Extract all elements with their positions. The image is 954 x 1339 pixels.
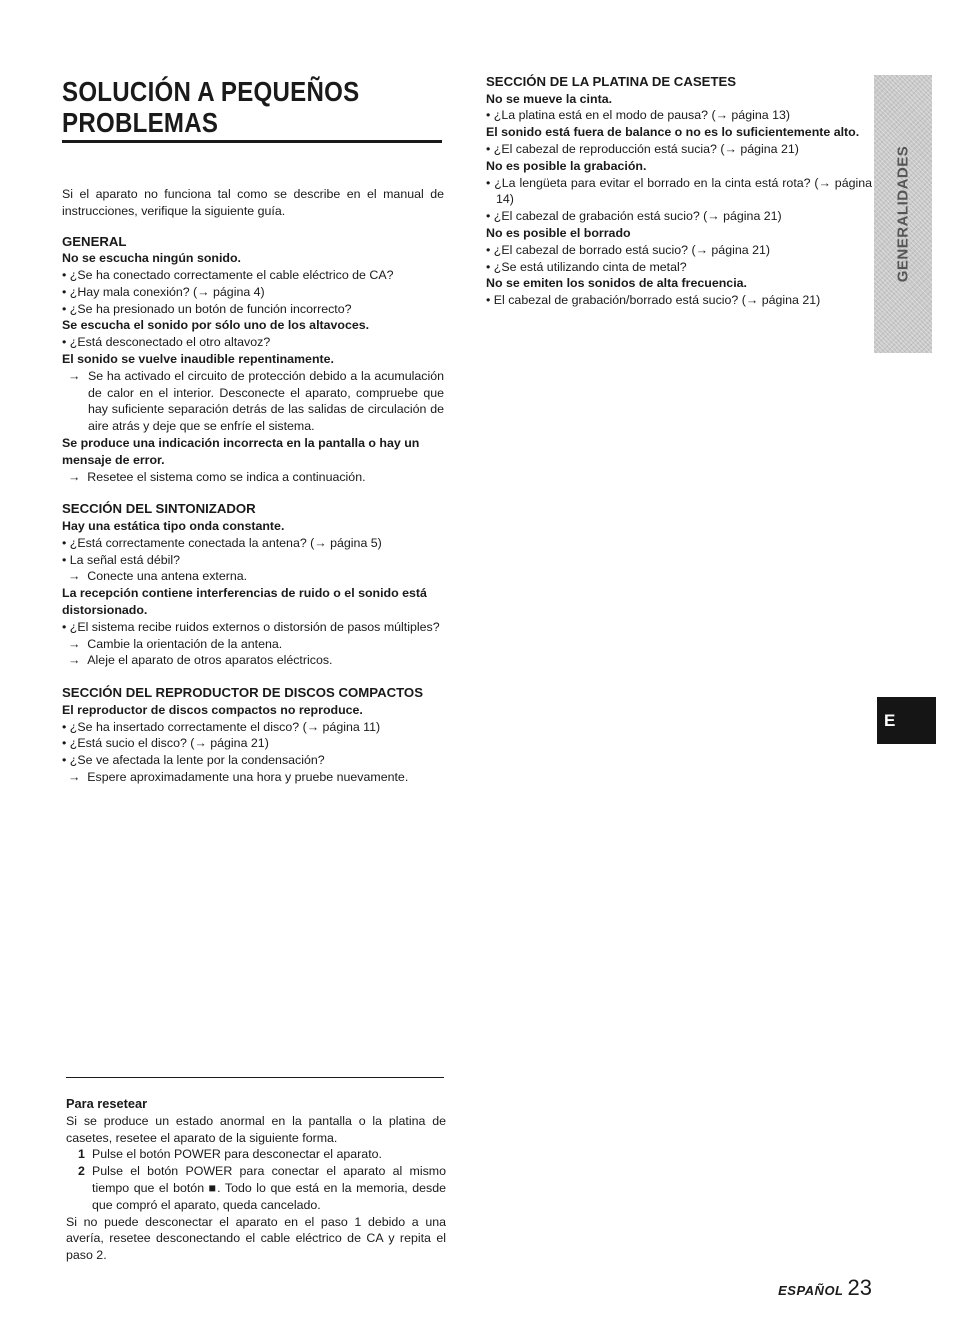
check-item: • ¿Está desconectado el otro altavoz? — [62, 334, 444, 351]
reset-section — [66, 1096, 446, 1264]
check-item: • ¿Se ve afectada la lente por la condensación? — [62, 752, 444, 769]
problem-heading: Se produce una indicación incorrecta en la pantalla o hay un mensaje de error. — [62, 435, 420, 467]
check-item: • El cabezal de grabación/borrado está sucio? (→ página 21) — [486, 292, 872, 309]
reset-intro: Si se produce un estado anormal en la pantalla o la platina de casetes, resetee el aparato de la siguiente forma. — [66, 1113, 446, 1145]
left-sections — [62, 234, 444, 786]
check-item: • ¿El cabezal de reproducción está sucia? (→ página 21) — [486, 141, 872, 158]
intro-text: Si el aparato no funciona tal como se describe en el manual de instrucciones, verifique la siguiente guía. — [62, 187, 444, 218]
problem-heading: El sonido está fuera de balance o no es lo suficientemente alto. — [486, 125, 860, 140]
problem-heading: La recepción contiene interferencias de ruido o el sonido está distorsionado. — [62, 586, 427, 617]
left-column — [62, 74, 444, 786]
check-item: • ¿La platina está en el modo de pausa? (→ página 13) — [486, 107, 872, 124]
problem-heading: El sonido se vuelve inaudible repentinamente. — [62, 351, 334, 366]
check-item: • ¿El cabezal de grabación está sucio? (→ página 21) — [486, 208, 872, 225]
problem-heading: El reproductor de discos compactos no reproduce. — [62, 702, 363, 717]
problem-heading: No se mueve la cinta. — [486, 91, 613, 106]
reset-outro: Si no puede desconectar el aparato en el paso 1 debido a una avería, resetee desconectando el cable eléctrico de CA y repita el paso 2. — [66, 1214, 446, 1263]
check-item: • ¿La lengüeta para evitar el borrado en la cinta está rota? (→ página 14) — [486, 175, 872, 209]
remedy-item: → Se ha activado el circuito de protección debido a la acumulación de calor en el interior. Desconecte el aparato, compruebe que hay suficiente separación detrás de las salidas de circulación de aire atrás y deje que se enfríe el sistema. — [62, 368, 444, 435]
footer-language: ESPAÑOL — [778, 1283, 844, 1298]
problem-heading: No es posible el borrado — [486, 225, 631, 240]
section-side-tab — [874, 75, 932, 353]
reset-step-text: Pulse el botón POWER para desconectar el aparato. — [92, 1147, 382, 1162]
language-tab-letter: E — [884, 711, 896, 730]
check-item: • La señal está débil? — [62, 552, 444, 569]
check-item: • ¿Se ha insertado correctamente el disco? (→ página 11) — [62, 719, 444, 736]
section-heading: GENERAL — [62, 233, 127, 249]
check-item: • ¿Se ha presionado un botón de función incorrecto? — [62, 301, 444, 318]
page-footer — [778, 1275, 872, 1301]
reset-step-text: Pulse el botón POWER para conectar el aparato al mismo tiempo que el botón ■. Todo lo que está en la memoria, desde que compró el aparato, queda cancelado. — [92, 1164, 446, 1212]
reset-step-number: 2 — [78, 1164, 85, 1179]
language-tab — [877, 697, 936, 744]
problem-heading: Hay una estática tipo onda constante. — [62, 518, 285, 533]
check-item: • ¿Está correctamente conectada la antena? (→ página 5) — [62, 535, 444, 552]
right-column — [486, 74, 872, 309]
page-title-line-2: PROBLEMAS — [62, 107, 219, 138]
page-title — [62, 76, 391, 138]
check-item: • ¿Se está utilizando cinta de metal? — [486, 259, 872, 276]
problem-heading: No se escucha ningún sonido. — [62, 251, 241, 266]
remedy-item: → Aleje el aparato de otros aparatos eléctricos. — [62, 652, 444, 669]
remedy-item: → Resetee el sistema como se indica a continuación. — [62, 469, 444, 486]
reset-step — [66, 1163, 446, 1213]
reset-title: Para resetear — [66, 1096, 148, 1111]
section-heading: SECCIÓN DEL SINTONIZADOR — [62, 501, 256, 517]
remedy-item: → Conecte una antena externa. — [62, 568, 444, 585]
section-heading: SECCIÓN DEL REPRODUCTOR DE DISCOS COMPACTOS — [62, 685, 423, 701]
page-title-line-1: SOLUCIÓN A PEQUEÑOS — [62, 76, 360, 107]
problem-heading: No se emiten los sonidos de alta frecuencia. — [486, 276, 747, 291]
reset-step-number: 1 — [78, 1147, 85, 1162]
check-item: • ¿Está sucio el disco? (→ página 21) — [62, 735, 444, 752]
section-heading: SECCIÓN DE LA PLATINA DE CASETES — [486, 74, 737, 89]
remedy-item: → Espere aproximadamente una hora y pruebe nuevamente. — [62, 769, 444, 786]
reset-step — [66, 1146, 446, 1163]
problem-heading: No es posible la grabación. — [486, 158, 647, 173]
reset-rule — [66, 1077, 444, 1078]
title-rule — [62, 140, 442, 143]
check-item: • ¿El cabezal de borrado está sucio? (→ página 21) — [486, 242, 872, 259]
check-item: • ¿El sistema recibe ruidos externos o distorsión de pasos múltiples? — [62, 619, 444, 636]
check-item: • ¿Se ha conectado correctamente el cable eléctrico de CA? — [62, 267, 444, 284]
problem-heading: Se escucha el sonido por sólo uno de los altavoces. — [62, 318, 370, 333]
page-number: 23 — [847, 1275, 872, 1300]
right-sections — [486, 74, 872, 309]
section-side-tab-label: GENERALIDADES — [894, 145, 912, 283]
check-item: • ¿Hay mala conexión? (→ página 4) — [62, 284, 444, 301]
remedy-item: → Cambie la orientación de la antena. — [62, 636, 444, 653]
